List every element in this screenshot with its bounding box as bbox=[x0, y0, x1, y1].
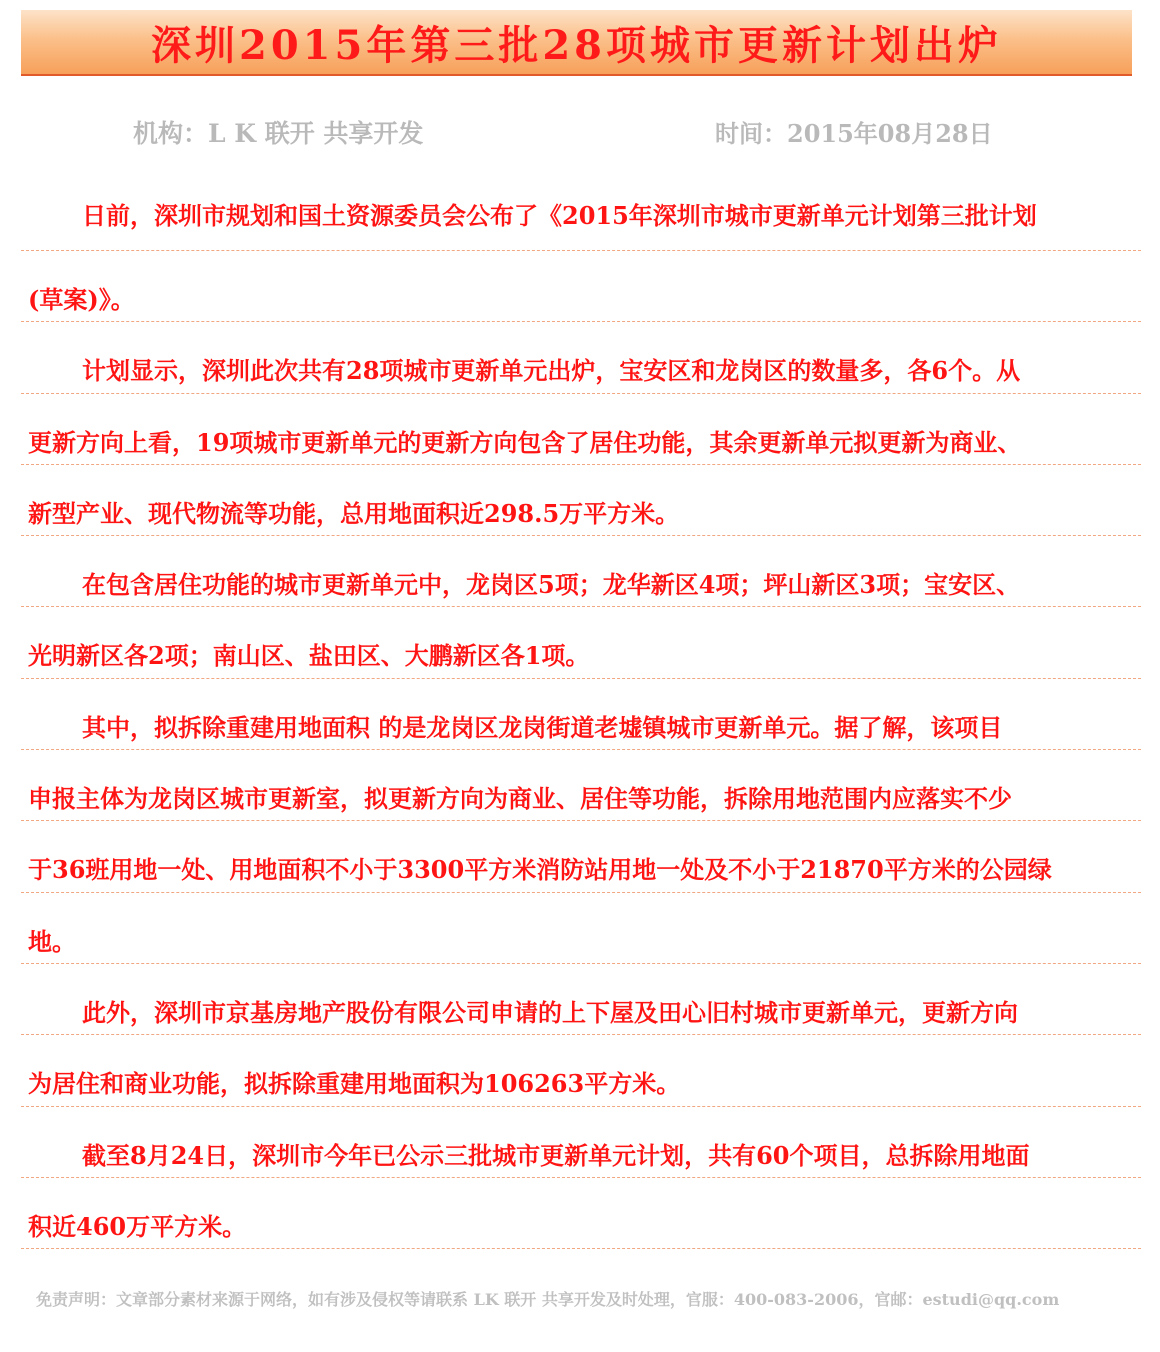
text-line: 积近460万平方米。 bbox=[21, 1178, 1141, 1249]
text-line: 其中，拟拆除重建用地面积 的是龙岗区龙岗街道老墟镇城市更新单元。据了解，该项目 bbox=[21, 679, 1141, 750]
publish-time: 时间：2015年08月28日 bbox=[715, 119, 993, 148]
paragraph bbox=[21, 166, 1141, 322]
title-banner bbox=[21, 10, 1132, 76]
text-line: 新型产业、现代物流等功能，总用地面积近298.5万平方米。 bbox=[21, 465, 1141, 536]
paragraph bbox=[21, 964, 1141, 1107]
text-line: 此外，深圳市京基房地产股份有限公司申请的上下屋及田心旧村城市更新单元，更新方向 bbox=[21, 964, 1141, 1035]
text-line: 计划显示，深圳此次共有28项城市更新单元出炉，宝安区和龙岗区的数量多，各6个。从 bbox=[21, 322, 1141, 393]
paragraph bbox=[21, 536, 1141, 679]
paragraph bbox=[21, 1107, 1141, 1250]
text-line: 于36班用地一处、用地面积不小于3300平方米消防站用地一处及不小于21870平方米的公园绿 bbox=[21, 821, 1141, 892]
text-line: 光明新区各2项；南山区、盐田区、大鹏新区各1项。 bbox=[21, 607, 1141, 678]
article-body bbox=[21, 166, 1141, 1249]
paragraph bbox=[21, 679, 1141, 964]
text-line: 申报主体为龙岗区城市更新室，拟更新方向为商业、居住等功能，拆除用地范围内应落实不少 bbox=[21, 750, 1141, 821]
text-line: 更新方向上看，19项城市更新单元的更新方向包含了居住功能，其余更新单元拟更新为商业、 bbox=[21, 394, 1141, 465]
source-org: 机构：L K 联开 共享开发 bbox=[133, 119, 424, 148]
text-line: 日前，深圳市规划和国土资源委员会公布了《2015年深圳市城市更新单元计划第三批计划 bbox=[21, 166, 1141, 251]
text-line: 地。 bbox=[21, 893, 1141, 964]
disclaimer: 免责声明：文章部分素材来源于网络，如有涉及侵权等请联系 LK 联开 共享开发及时处理，官服：400-083-2006，官邮：estudi@qq.com bbox=[36, 1290, 1060, 1309]
paragraph bbox=[21, 322, 1141, 536]
text-line: (草案)》。 bbox=[21, 251, 1141, 322]
text-line: 为居住和商业功能，拟拆除重建用地面积为106263平方米。 bbox=[21, 1035, 1141, 1106]
text-line: 在包含居住功能的城市更新单元中，龙岗区5项；龙华新区4项；坪山新区3项；宝安区、 bbox=[21, 536, 1141, 607]
page-title: 深圳2015年第三批28项城市更新计划出炉 bbox=[151, 21, 1002, 69]
text-line: 截至8月24日，深圳市今年已公示三批城市更新单元计划，共有60个项目，总拆除用地面 bbox=[21, 1107, 1141, 1178]
